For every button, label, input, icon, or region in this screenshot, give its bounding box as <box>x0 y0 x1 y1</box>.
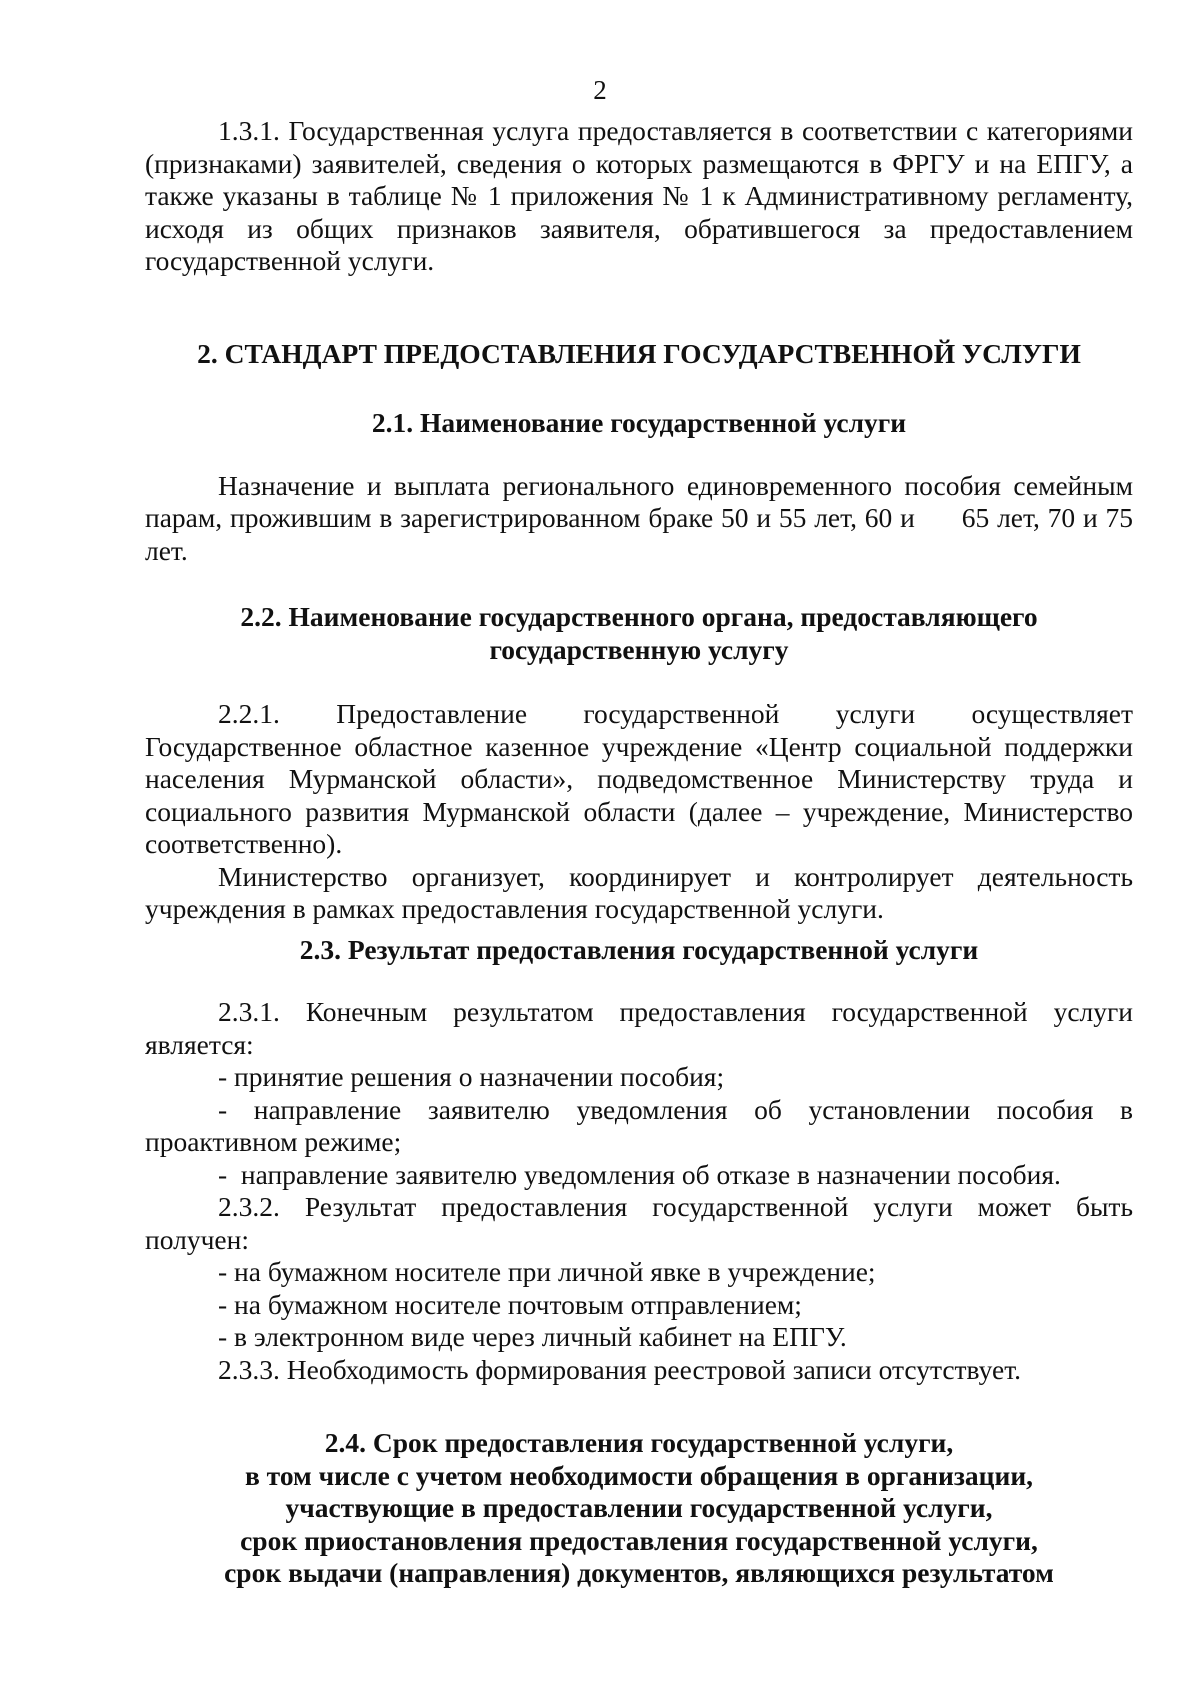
paragraph-2-3-1: 2.3.1. Конечным результатом предоставления государственной услуги является: <box>145 996 1133 1060</box>
section-2-4-heading-line-2: в том числе с учетом необходимости обращения в организации, <box>244 1459 1034 1491</box>
list-item: - направление заявителю уведомления об отказе в назначении пособия. <box>218 1158 1061 1190</box>
section-2-2-heading <box>145 601 1133 666</box>
section-2-1-heading: 2.1. Наименование государственной услуги <box>371 407 907 438</box>
section-2-4-heading-line-1: 2.4. Срок предоставления государственной услуги, <box>324 1427 954 1458</box>
section-2-2-heading-line-2: государственную услугу <box>489 633 789 665</box>
paragraph-ministry: Министерство организует, координирует и контролирует деятельность учреждения в рамках предоставления государственной услуги. <box>145 860 1133 924</box>
section-2-4-heading-line-5: срок выдачи (направления) документов, являющихся результатом <box>224 1557 1054 1588</box>
list-item: - на бумажном носителе почтовым отправлением; <box>218 1288 802 1320</box>
paragraph-1-3-1: 1.3.1. Государственная услуга предоставляется в соответствии с категориями (признаками) заявителей, сведения о которых размещаются в ФРГУ и на ЕПГУ, а также указаны в таблице № 1 приложения № 1 к Административному регламенту, исходя из общих признаков заявителя, обратившегося за предоставлением государственной услуги. <box>145 115 1133 276</box>
paragraph-2-3-3: 2.3.3. Необходимость формирования реестровой записи отсутствует. <box>218 1353 1022 1385</box>
list-item: - на бумажном носителе при личной явке в учреждение; <box>218 1256 876 1287</box>
page-number: 2 <box>593 75 607 105</box>
section-2-4-heading-line-4: срок приостановления предоставления государственной услуги, <box>240 1524 1038 1556</box>
list-item: - направление заявителю уведомления об установлении пособия в проактивном режиме; <box>145 1093 1133 1157</box>
paragraph-2-2-1: 2.2.1. Предоставление государственной услуги осуществляет Государственное областное казенное учреждение «Центр социальной поддержки населения Мурманской области», подведомственное Министерству труда и социального развития Мурманской области (далее – учреждение, Министерство соответственно). <box>145 698 1133 859</box>
section-2-4-heading <box>145 1427 1133 1590</box>
section-2-2-heading-line-1: 2.2. Наименование государственного органа, предоставляющего <box>240 601 1038 632</box>
section-2-1-text: Назначение и выплата регионального единовременного пособия семейным парам, прожившим в зарегистрированном браке 50 и 55 лет, 60 и 65 лет, 70 и 75 лет. <box>145 469 1140 566</box>
section-2-4-heading-line-3: участвующие в предоставлении государственной услуги, <box>285 1492 993 1523</box>
list-item: - принятие решения о назначении пособия; <box>218 1061 725 1092</box>
section-2-title: 2. СТАНДАРТ ПРЕДОСТАВЛЕНИЯ ГОСУДАРСТВЕННОЙ УСЛУГИ <box>197 337 1081 369</box>
section-2-3-heading: 2.3. Результат предоставления государственной услуги <box>299 933 979 965</box>
list-item: - в электронном виде через личный кабинет на ЕПГУ. <box>218 1321 847 1352</box>
paragraph-2-3-2: 2.3.2. Результат предоставления государственной услуги может быть получен: <box>145 1191 1133 1255</box>
document-content <box>145 115 1140 1590</box>
